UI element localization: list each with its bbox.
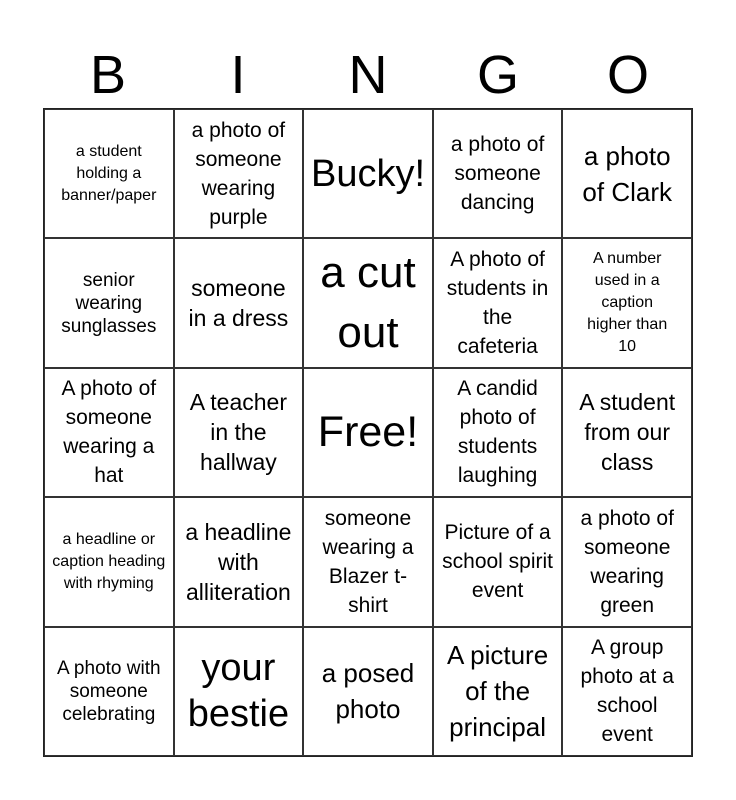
bingo-cell[interactable] [174, 109, 304, 238]
bingo-cell free-space[interactable] [303, 368, 433, 497]
bingo-cell[interactable] [562, 627, 692, 756]
bingo-cell[interactable] [433, 497, 563, 626]
bingo-board [43, 108, 693, 757]
cell-text: A photo of someone wearing a hat [61, 377, 157, 488]
cell-text: a headline with alliteration [185, 518, 292, 605]
cell-text: A number used in a caption higher than 10 [587, 250, 668, 356]
cell-text: Bucky! [310, 152, 426, 195]
cell-text: a headline or caption heading with rhyming [52, 530, 166, 592]
bingo-cell[interactable] [562, 497, 692, 626]
bingo-header [43, 44, 693, 106]
bingo-cell[interactable] [44, 109, 174, 238]
header-letter-b: B [89, 45, 127, 105]
cell-text: Picture of a school spirit event [442, 521, 554, 603]
cell-text: a photo of someone wearing green [580, 506, 674, 617]
cell-text: A picture of the principal [447, 640, 549, 743]
bingo-cell[interactable] [433, 368, 563, 497]
cell-text: senior wearing sunglasses [61, 269, 157, 337]
bingo-cell[interactable] [433, 109, 563, 238]
header-letter-i: I [230, 45, 246, 105]
cell-text: A teacher in the hallway [189, 389, 287, 476]
cell-text: a cut out [320, 248, 416, 358]
cell-text: a photo of someone dancing [450, 133, 545, 215]
cell-text: someone wearing a Blazer t-shirt [322, 506, 414, 617]
bingo-cell[interactable] [303, 109, 433, 238]
cell-text: your bestie [187, 647, 290, 736]
cell-text: A student from our class [579, 389, 676, 476]
bingo-cell[interactable] [174, 368, 304, 497]
cell-text: A candid photo of students laughing [457, 377, 538, 488]
bingo-cell[interactable] [562, 109, 692, 238]
bingo-cell[interactable] [44, 238, 174, 367]
bingo-cell[interactable] [303, 627, 433, 756]
bingo-cell[interactable] [303, 497, 433, 626]
cell-text: A photo of students in the cafeteria [446, 248, 549, 359]
bingo-cell[interactable] [174, 627, 304, 756]
header-letter-o: O [606, 45, 649, 105]
bingo-cell[interactable] [174, 497, 304, 626]
cell-text: a photo of someone wearing purple [191, 118, 286, 229]
header-letter-n: N [348, 45, 388, 105]
bingo-cell[interactable] [433, 627, 563, 756]
bingo-cell[interactable] [303, 238, 433, 367]
bingo-cell[interactable] [44, 368, 174, 497]
cell-text: A group photo at a school event [580, 636, 674, 747]
header-letter-g: G [476, 45, 519, 105]
cell-text: a photo of Clark [582, 140, 672, 207]
bingo-cell[interactable] [174, 238, 304, 367]
cell-text: a posed photo [321, 658, 415, 725]
bingo-cell[interactable] [562, 368, 692, 497]
cell-text: someone in a dress [188, 275, 289, 332]
bingo-cell[interactable] [44, 497, 174, 626]
cell-text: a student holding a banner/paper [61, 142, 157, 204]
cell-text: A photo with someone celebrating [57, 657, 161, 725]
bingo-cell[interactable] [433, 238, 563, 367]
bingo-cell[interactable] [562, 238, 692, 367]
bingo-cell[interactable] [44, 627, 174, 756]
cell-text: Free! [317, 408, 419, 457]
